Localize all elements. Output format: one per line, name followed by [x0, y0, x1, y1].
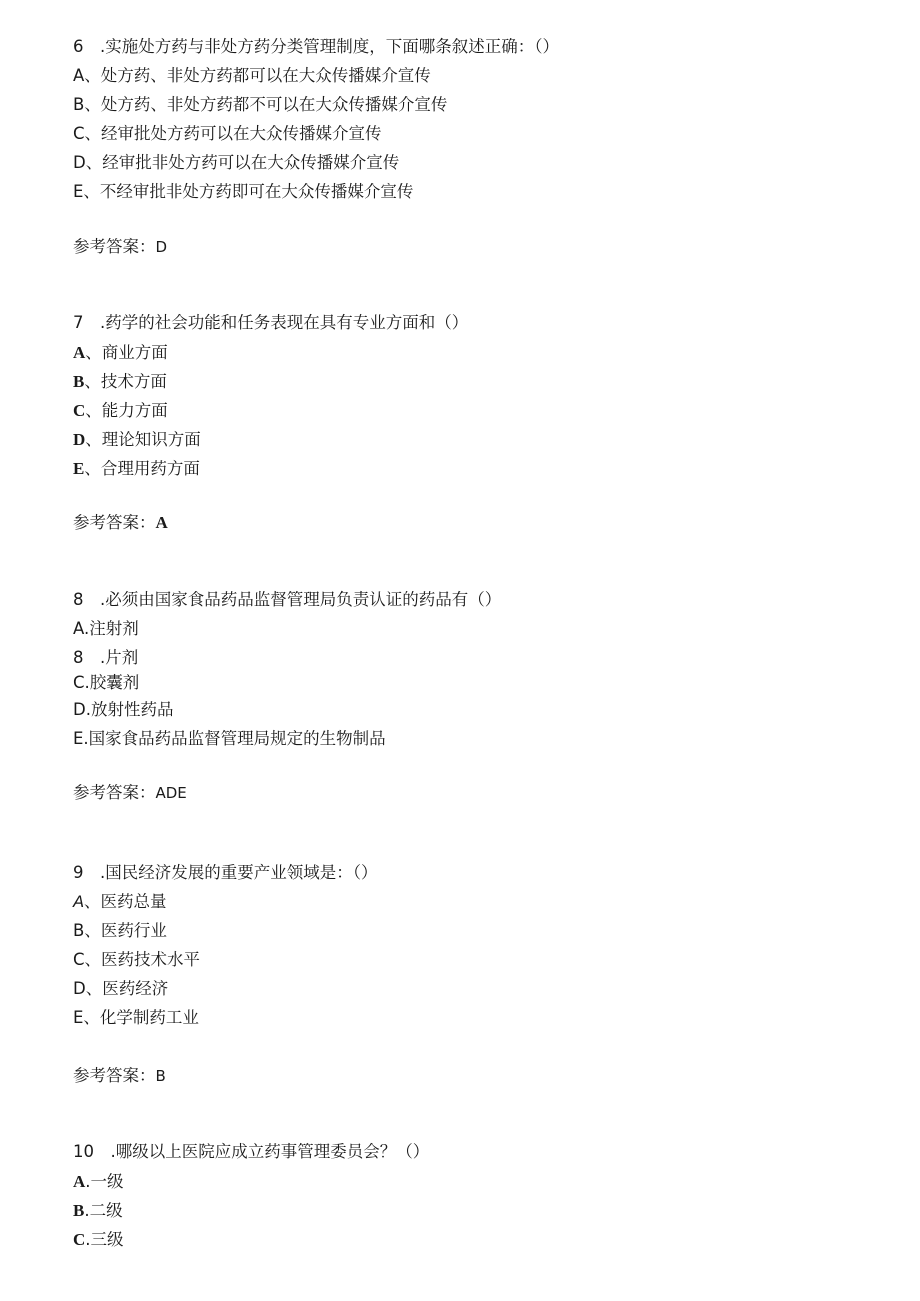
question-6-answer — [73, 236, 167, 258]
question-8-option-c: C.胶囊剂 — [73, 673, 140, 692]
answer-label: 参考答案： — [73, 783, 156, 802]
question-8-answer — [73, 782, 187, 804]
option-letter: C — [73, 1230, 86, 1249]
question-8-option-d: D.放射性药品 — [73, 700, 174, 719]
option-text: .三级 — [85, 1230, 124, 1249]
option-text: .二级 — [84, 1201, 123, 1220]
question-9-answer — [73, 1065, 166, 1087]
option-text: .一级 — [85, 1172, 124, 1191]
question-6-option-b: B、处方药、非处方药都不可以在大众传播媒介宣传 — [73, 95, 448, 114]
question-6-option-e: E、不经审批非处方药即可在大众传播媒介宣传 — [73, 182, 414, 201]
option-text: 、医药总量 — [84, 892, 167, 911]
option-letter: B — [73, 372, 85, 391]
option-letter: C — [73, 401, 86, 420]
option-letter: D — [73, 430, 86, 449]
question-7-option-e — [73, 458, 200, 480]
question-8-prompt: 8 .必须由国家食品药品监督管理局负责认证的药品有（） — [73, 590, 502, 609]
question-8-option-e: E.国家食品药品监督管理局规定的生物制品 — [73, 729, 386, 748]
question-6-prompt: 6 .实施处方药与非处方药分类管理制度，下面哪条叙述正确：（） — [73, 37, 559, 56]
question-7-option-a — [73, 342, 168, 364]
question-8-option-b: 8 .片剂 — [73, 648, 139, 667]
option-text: 、理论知识方面 — [85, 430, 201, 449]
option-text: 、技术方面 — [84, 372, 167, 391]
question-9-option-d: D、医药经济 — [73, 979, 169, 998]
question-9-option-e: E、化学制药工业 — [73, 1008, 199, 1027]
question-9-option-a — [73, 891, 167, 913]
question-9-prompt: 9 .国民经济发展的重要产业领域是：（） — [73, 863, 378, 882]
option-letter: A — [73, 1172, 86, 1191]
question-7-option-d — [73, 429, 201, 451]
option-text: 、合理用药方面 — [84, 459, 200, 478]
option-letter: A — [73, 893, 85, 911]
answer-value: B — [155, 1067, 166, 1085]
answer-label: 参考答案： — [73, 1066, 156, 1085]
answer-value: D — [155, 238, 168, 256]
option-text: 、能力方面 — [85, 401, 168, 420]
question-10-option-b — [73, 1200, 123, 1222]
question-7-option-b — [73, 371, 167, 393]
question-6-option-a: A、处方药、非处方药都可以在大众传播媒介宣传 — [73, 66, 431, 85]
question-7-option-c — [73, 400, 168, 422]
answer-value: A — [155, 513, 168, 532]
question-7-prompt: 7 .药学的社会功能和任务表现在具有专业方面和（） — [73, 313, 469, 332]
option-letter: A — [73, 343, 86, 362]
option-text: 、商业方面 — [85, 343, 168, 362]
question-10-prompt: 10 .哪级以上医院应成立药事管理委员会？（） — [73, 1142, 430, 1161]
option-letter: B — [73, 1201, 85, 1220]
question-9-option-b: B、医药行业 — [73, 921, 167, 940]
question-8-option-a: A.注射剂 — [73, 619, 139, 638]
option-letter: E — [73, 459, 85, 478]
question-7-answer — [73, 512, 168, 534]
answer-value: ADE — [155, 784, 187, 802]
question-9-option-c: C、医药技术水平 — [73, 950, 201, 969]
question-10-option-a — [73, 1171, 124, 1193]
answer-label: 参考答案： — [73, 237, 156, 256]
question-10-option-c — [73, 1229, 124, 1251]
question-6-option-d: D、经审批非处方药可以在大众传播媒介宣传 — [73, 153, 400, 172]
question-6-option-c: C、经审批处方药可以在大众传播媒介宣传 — [73, 124, 382, 143]
answer-label: 参考答案： — [73, 513, 156, 532]
